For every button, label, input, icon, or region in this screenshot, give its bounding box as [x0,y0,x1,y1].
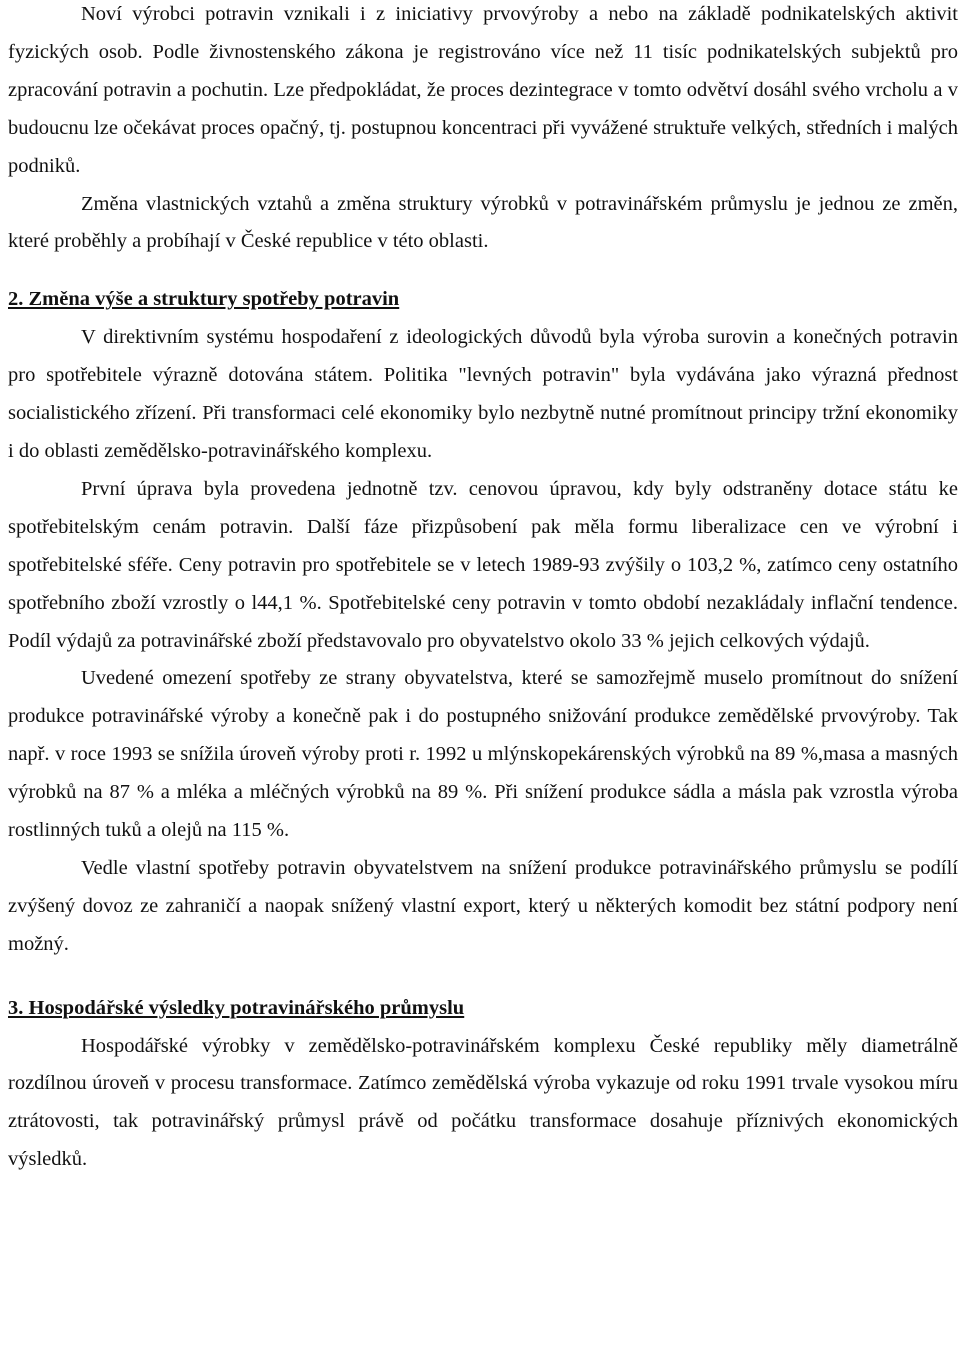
spacer [8,964,958,990]
paragraph-consumption-reduction: Uvedené omezení spotřeby ze strany obyvatelstva, které se samozřejmě muselo promítnout do snížení produkce potravinářské výroby a konečně pak i do postupného snižování produkce zemědělské prvovýroby. Tak např. v roce 1993 se snížila úroveň výroby proti r. 1992 u mlýnskopekárenských výrobků na 89 %,masa a masných výrobků na 87 % a mléka a mléčných výrobků na 89 %. Při snížení produkce sádla a másla pak vzrostla výroba rostlinných tuků a olejů na 115 %. [8,667,958,842]
paragraph-new-producers: Noví výrobci potravin vznikali i z iniciativy prvovýroby a nebo na základě podnikatelských aktivit fyzických osob. Podle živnostenského zákona je registrováno více než 11 tisíc podnikatelských subjektů pro zpracování potravin a pochutin. Lze předpokládat, že proces dezintegrace v tomto odvětví dosáhl svého vrcholu a v budoucnu lze očekávat proces opačný, tj. postupnou koncentraci při vyvážené struktuře velkých, středních i malých podniků. [8,3,958,177]
section-2-heading: 2. Změna výše a struktury spotřeby potravin [8,288,400,311]
paragraph-ownership-change: Změna vlastnických vztahů a změna struktury výrobků v potravinářském průmyslu je jednou ze změn, které proběhly a probíhají v České republice v této oblasti. [8,192,958,253]
section-3-heading: 3. Hospodářské výsledky potravinářského průmyslu [8,996,465,1019]
paragraph-price-adjustment: První úprava byla provedena jednotně tzv. cenovou úpravou, kdy byly odstraněny dotace státu ke spotřebitelským cenám potravin. Další fáze přizpůsobení pak měla formu liberalizace cen ve výrobní i spotřebitelské sféře. Ceny potravin pro spotřebitele se v letech 1989-93 zvýšily o 103,2 %, zatímco ceny ostatního spotřebního zboží vzrostly o l44,1 %. Spotřebitelské ceny potravin v tomto období nezakládaly inflační tendence. Podíl výdajů za potravinářské zboží představovalo pro obyvatelstvo okolo 33 % jejich celkových výdajů. [8,477,958,652]
spacer [8,261,958,281]
document-page [8,0,958,1179]
paragraph-imports-exports: Vedle vlastní spotřeby potravin obyvatelstvem na snížení produkce potravinářského průmyslu se podílí zvýšený dovoz ze zahraničí a naopak snížený vlastní export, který u některých komodit bez státní podpory není možný. [8,856,958,955]
paragraph-economic-results: Hospodářské výrobky v zemědělsko-potravinářském komplexu České republiky měly diametrálně rozdílnou úroveň v procesu transformace. Zatímco zemědělská výroba vykazuje od roku 1991 trvale vysokou míru ztrátovosti, tak potravinářský průmysl právě od počátku transformace dosahuje příznivých ekonomických výsledků. [8,1034,958,1171]
paragraph-directive-system: V direktivním systému hospodaření z ideologických důvodů byla výroba surovin a konečných potravin pro spotřebitele výrazně dotována státem. Politika "levných potravin" byla vydávána jako výrazná přednost socialistického zřízení. Při transformaci celé ekonomiky bylo nezbytně nutné promítnout principy tržní ekonomiky i do oblasti zemědělsko-potravinářského komplexu. [8,326,958,462]
